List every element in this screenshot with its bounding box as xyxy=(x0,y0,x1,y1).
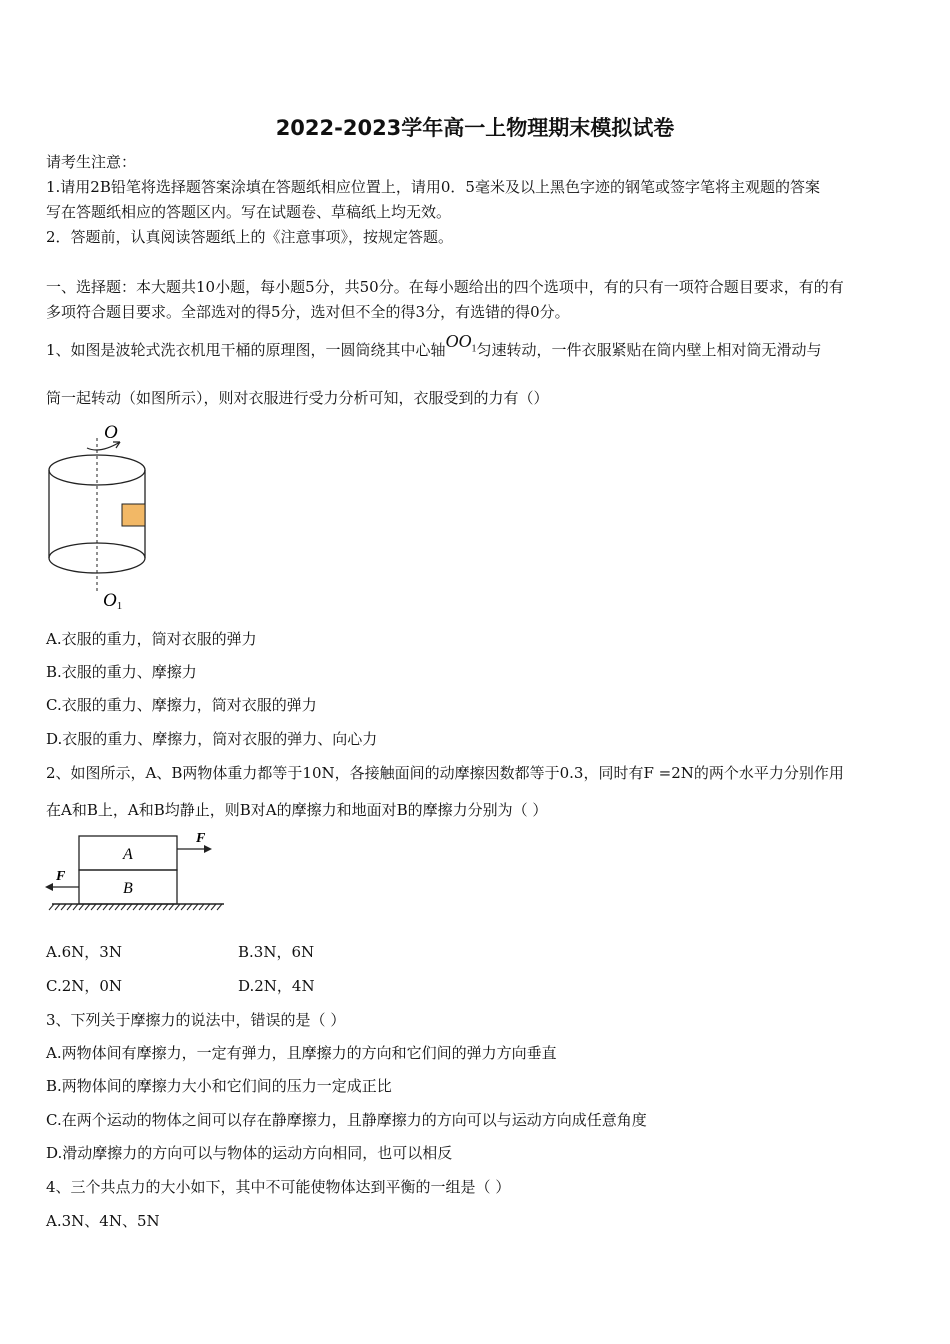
page-title: 2022-2023学年高一上物理期末模拟试卷 xyxy=(275,116,675,140)
question-2-option-a: A.6N，3N xyxy=(46,943,122,961)
axis-label-bottom: O1 xyxy=(103,590,123,612)
question-2-options-row-1 xyxy=(46,942,911,962)
axis-label-top: O xyxy=(104,422,118,443)
question-1-stem-part-2: 匀速转动，一件衣服紧贴在筒内壁上相对筒无滑动与 xyxy=(476,341,822,359)
hatch-mark xyxy=(151,904,156,910)
notice-heading: 请考生注意： xyxy=(46,153,137,171)
hatch-mark xyxy=(115,904,120,910)
question-2-option-b: B.3N，6N xyxy=(238,943,315,961)
hatch-mark xyxy=(205,904,210,910)
hatch-mark xyxy=(79,904,84,910)
hatch-mark xyxy=(169,904,174,910)
hatch-mark xyxy=(127,904,132,910)
question-3-option-a: A.两物体间有摩擦力，一定有弹力，且摩擦力的方向和它们间的弹力方向垂直 xyxy=(46,1044,557,1062)
hatch-mark xyxy=(55,904,60,910)
question-2-stem-line-2: 在A和B上，A和B均静止，则B对A的摩擦力和地面对B的摩擦力分别为（ ） xyxy=(46,801,548,819)
question-4-stem: 4、三个共点力的大小如下，其中不可能使物体达到平衡的一组是（ ） xyxy=(46,1178,511,1196)
hatch-mark xyxy=(109,904,114,910)
hatch-mark xyxy=(121,904,126,910)
hatch-mark xyxy=(181,904,186,910)
question-4-option-a: A.3N、4N、5N xyxy=(46,1212,160,1230)
hatch-mark xyxy=(49,904,54,910)
hatch-mark xyxy=(199,904,204,910)
hatch-mark xyxy=(133,904,138,910)
question-1-option-b: B.衣服的重力、摩擦力 xyxy=(46,663,197,681)
hatch-mark xyxy=(139,904,144,910)
question-3-option-c: C.在两个运动的物体之间可以存在静摩擦力，且静摩擦力的方向可以与运动方向成任意角度 xyxy=(46,1111,647,1129)
hatch-mark xyxy=(187,904,192,910)
question-1-stem-line-2: 筒一起转动（如图所示），则对衣服进行受力分析可知，衣服受到的力有（） xyxy=(46,389,549,407)
rotation-arrow xyxy=(87,442,120,450)
question-3-option-b: B.两物体间的摩擦力大小和它们间的压力一定成正比 xyxy=(46,1077,392,1095)
hatch-mark xyxy=(91,904,96,910)
section-1-intro-line-2: 多项符合题目要求。全部选对的得5分，选对但不全的得3分，有选错的得0分。 xyxy=(46,303,570,321)
force-arrowhead-left-icon xyxy=(45,883,53,891)
axis-symbol: $OO_1$ xyxy=(445,331,477,355)
hatch-mark xyxy=(67,904,72,910)
notice-item-1-line-2: 写在答题纸相应的答题区内。写在试题卷、草稿纸上均无效。 xyxy=(46,203,452,221)
hatch-mark xyxy=(175,904,180,910)
question-2-options-row-2 xyxy=(46,976,911,996)
question-1-stem-line-1 xyxy=(46,331,911,368)
washing-drum-diagram xyxy=(40,418,160,614)
blocks-diagram xyxy=(42,826,232,916)
question-3-stem: 3、下列关于摩擦力的说法中，错误的是（ ） xyxy=(46,1011,346,1029)
section-1-intro-line-1: 一、选择题：本大题共10小题，每小题5分，共50分。在每小题给出的四个选项中，有的只有一项符合题目要求，有的有 xyxy=(46,278,844,296)
hatch-mark xyxy=(211,904,216,910)
question-1-option-d: D.衣服的重力、摩擦力，筒对衣服的弹力、向心力 xyxy=(46,730,378,748)
hatch-mark xyxy=(97,904,102,910)
force-label-b: F xyxy=(56,869,66,884)
block-a-label: A xyxy=(123,846,133,863)
hatch-mark xyxy=(193,904,198,910)
question-1-option-c: C.衣服的重力、摩擦力，筒对衣服的弹力 xyxy=(46,696,317,714)
hatch-mark xyxy=(73,904,78,910)
question-1-option-a: A.衣服的重力，筒对衣服的弹力 xyxy=(46,630,257,648)
force-arrowhead-right-icon xyxy=(204,845,212,853)
hatch-mark xyxy=(61,904,66,910)
force-label-a: F xyxy=(196,831,206,846)
clothing-block xyxy=(122,504,145,526)
block-b-label: B xyxy=(123,880,133,897)
notice-item-1-line-1: 1.请用2B铅笔将选择题答案涂填在答题纸相应位置上，请用0．5毫米及以上黑色字迹的钢笔或签字笔将主观题的答案 xyxy=(46,178,820,196)
notice-item-2: 2．答题前，认真阅读答题纸上的《注意事项》，按规定答题。 xyxy=(46,228,454,246)
hatch-mark xyxy=(145,904,150,910)
hatch-mark xyxy=(85,904,90,910)
question-2-option-c: C.2N，0N xyxy=(46,977,123,995)
question-2-option-d: D.2N，4N xyxy=(238,977,315,995)
hatch-mark xyxy=(103,904,108,910)
hatch-mark xyxy=(217,904,222,910)
ground-hatching xyxy=(49,904,222,910)
question-1-stem-part-1: 1、如图是波轮式洗衣机甩干桶的原理图，一圆筒绕其中心轴 xyxy=(46,341,446,359)
hatch-mark xyxy=(157,904,162,910)
hatch-mark xyxy=(163,904,168,910)
question-2-stem-line-1: 2、如图所示，A、B两物体重力都等于10N，各接触面间的动摩擦因数都等于0.3，同时有F =2N的两个水平力分别作用 xyxy=(46,764,844,782)
question-3-option-d: D.滑动摩擦力的方向可以与物体的运动方向相同，也可以相反 xyxy=(46,1144,453,1162)
